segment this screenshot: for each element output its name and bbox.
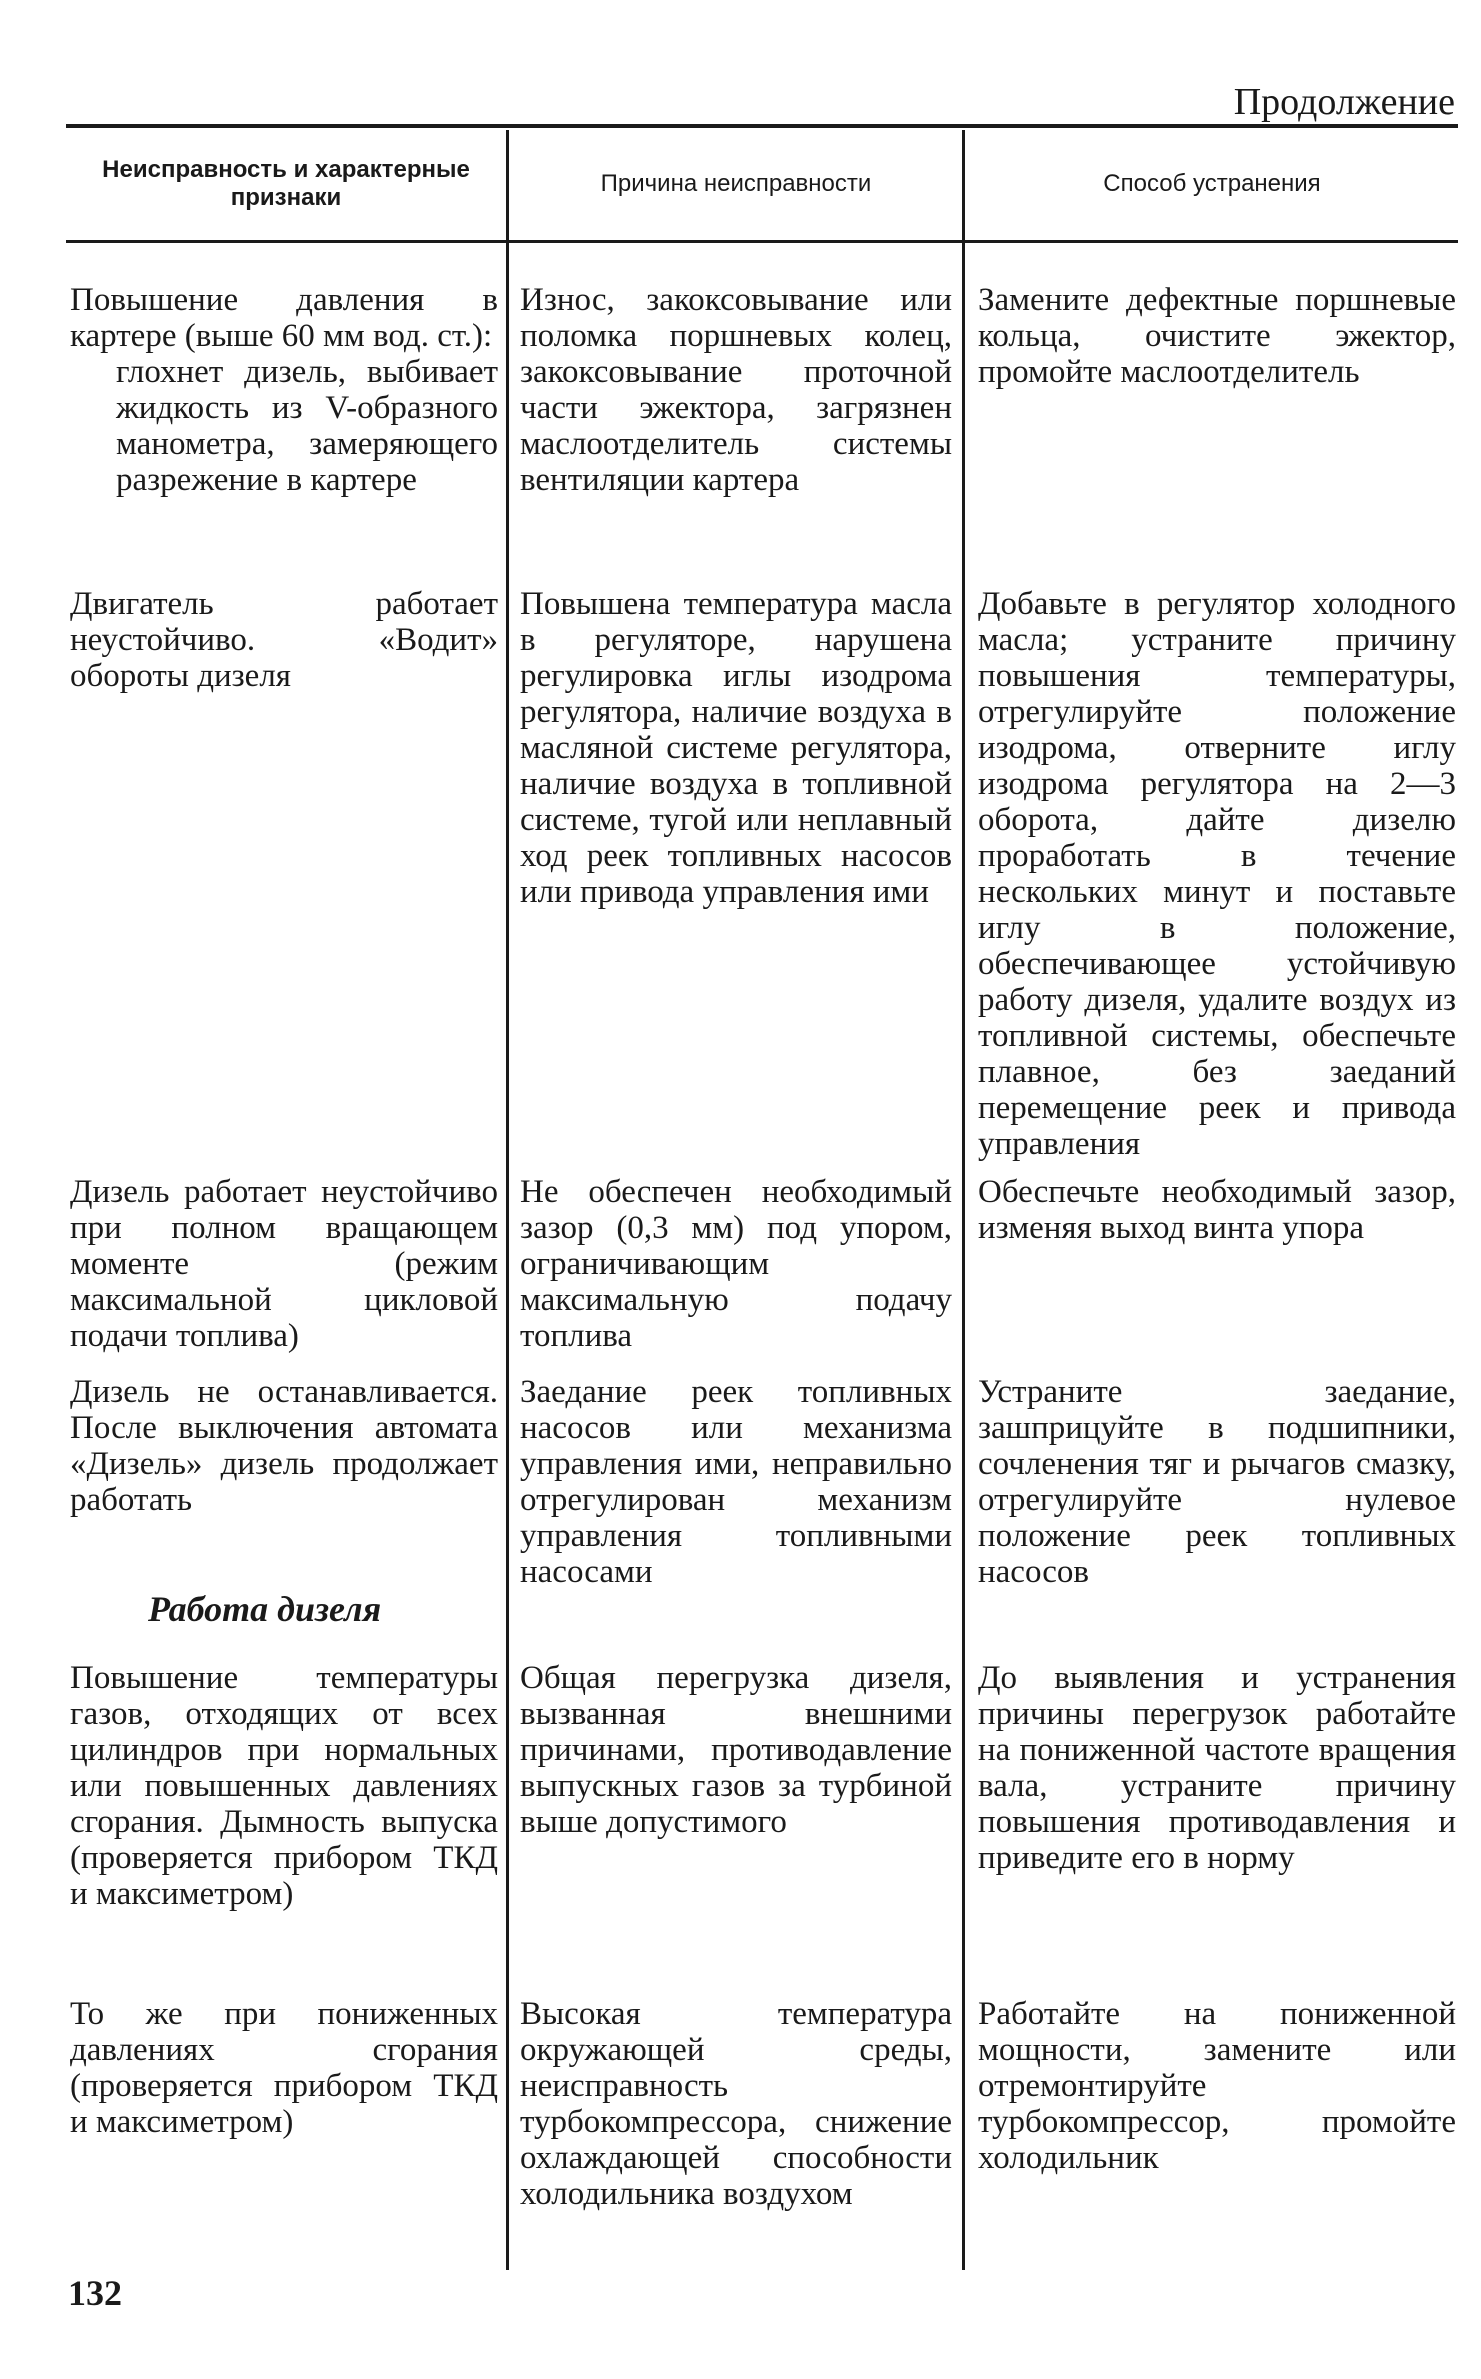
- header-remedy: Способ устранения: [1103, 170, 1321, 198]
- header-cause: Причина неисправности: [600, 170, 872, 198]
- row-1-cause: Износ, закоксовывание или поломка поршневых колец, закоксовывание проточной части эжектора, загрязнен маслоотделитель системы вентиляции картера: [520, 282, 952, 498]
- row-6-fault: То же при пониженных давлениях сгорания (проверяется прибором ТКД и максиметром): [70, 1996, 498, 2140]
- row-4-fault: Дизель не останавливается. После выключения автомата «Дизель» дизель продолжает работать: [70, 1374, 498, 1518]
- row-6-remedy: Работайте на пониженной мощности, замените или отремонтируйте турбокомпрессор, промойте холодильник: [978, 1996, 1456, 2176]
- table-header-rule: [66, 240, 1458, 243]
- row-2-remedy: Добавьте в регулятор холодного масла; устраните причину повышения температуры, отрегулируйте положение изодрома, отверните иглу изодрома регулятора на 2—3 оборота, дайте дизелю проработать в течение нескольких минут и поставьте иглу в положение, обеспечивающее устойчивую работу дизеля, удалите воздух из топливной системы, обеспечьте плавное, без заеданий перемещение реек и привода управления: [978, 586, 1456, 1162]
- continuation-label: Продолжение: [1233, 81, 1455, 123]
- row-5-fault: Повышение температуры газов, отходящих от всех цилиндров при нормальных или повышенных давлениях сгорания. Дымность выпуска (проверяется прибором ТКД и максиметром): [70, 1660, 498, 1912]
- section-title: Работа дизеля: [148, 1589, 382, 1629]
- row-3-cause: Не обеспечен необходимый зазор (0,3 мм) под упором, ограничивающим максимальную подачу топлива: [520, 1174, 952, 1354]
- row-1-fault: [70, 282, 498, 498]
- row-5-cause: Общая перегрузка дизеля, вызванная внешними причинами, противодавление выпускных газов за турбиной выше допустимого: [520, 1660, 952, 1840]
- row-2-cause: Повышена температура масла в регуляторе, нарушена регулировка иглы изодрома регулятора, наличие воздуха в масляной системе регулятора, наличие воздуха в топливной системе, тугой или неплавный ход реек топливных насосов или привода управления ими: [520, 586, 952, 910]
- header-fault: Неисправность и характерные признаки: [102, 156, 470, 211]
- row-3-fault: Дизель работает неустойчиво при полном вращающем моменте (режим максимальной цикловой подачи топлива): [70, 1174, 498, 1354]
- row-1-fault-sub: глохнет дизель, выбивает жидкость из V-образного манометра, замеряющего разрежение в картере: [116, 354, 498, 498]
- row-3-remedy: Обеспечьте необходимый зазор, изменяя выход винта упора: [978, 1174, 1456, 1246]
- table-top-rule: [66, 124, 1458, 128]
- page-number: 132: [68, 2273, 122, 2313]
- row-4-remedy: Устраните заедание, зашприцуйте в подшипники, сочленения тяг и рычагов смазку, отрегулируйте нулевое положение реек топливных насосов: [978, 1374, 1456, 1590]
- column-divider-2: [962, 130, 965, 2270]
- column-divider-1: [506, 130, 509, 2270]
- row-1-fault-main: Повышение давления в картере (выше 60 мм вод. ст.):: [70, 282, 498, 354]
- row-2-fault: Двигатель работает неустойчиво. «Водит» обороты дизеля: [70, 586, 498, 694]
- row-4-cause: Заедание реек топливных насосов или механизма управления ими, неправильно отрегулирован механизм управления топливными насосами: [520, 1374, 952, 1590]
- row-1-remedy: Замените дефектные поршневые кольца, очистите эжектор, промойте маслоотделитель: [978, 282, 1456, 390]
- row-6-cause: Высокая температура окружающей среды, неисправность турбокомпрессора, снижение охлаждающей способности холодильника воздухом: [520, 1996, 952, 2212]
- row-5-remedy: До выявления и устранения причины перегрузок работайте на пониженной частоте вращения вала, устраните причину повышения противодавления и приведите его в норму: [978, 1660, 1456, 1876]
